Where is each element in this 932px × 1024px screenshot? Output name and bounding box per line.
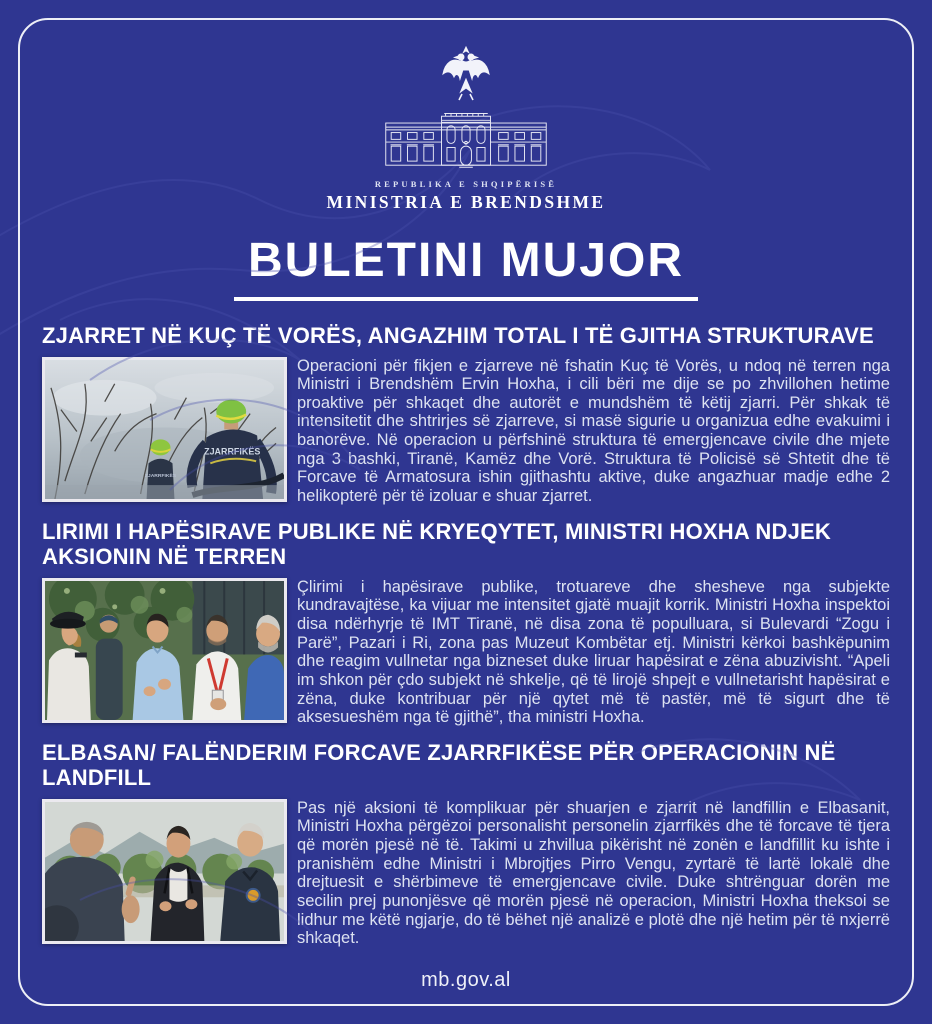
photo-street-inspection	[42, 578, 287, 723]
photo-landfill-meeting	[42, 799, 287, 944]
section-body: Operacioni për fikjen e zjarreve në fshatin Kuç të Vorës, u ndoq në terren nga Ministri i Brendshëm Ervin Hoxha, i cili bëri me dije se po zhvillohen hetime proaktive për shkaqet dhe autorët e mundshëm të këtij zjarri. Për shkak të intensitetit dhe shtrirjes së zjarreve, si masë sigurie u organizua edhe evakuimi i banorëve. Në operacion u përfshinë struktura të emergjencave civile dhe mjete nga 3 bashki, Tiranë, Kamëz dhe Vorë. Struktura të Policisë së Shtetit dhe të Forcave të Armatosura ishin gjithashtu aktive, duke angazhuar madje edhe 2 helikopterë për të izoluar e shuar zjarret.	[297, 356, 890, 505]
albanian-eagle-icon	[441, 46, 491, 102]
section-body: Çlirimi i hapësirave publike, trotuareve dhe shesheve nga subjekte kundravajtëse, ka vijuar me intensitet gjatë muajit korrik. Ministri Hoxha inspektoi disa ndërhyrje të IMT Tiranë, në disa zona të populluara, si Bulevardi “Zogu i Parë”, Pazari i Ri, zona pas Muzeut Kombëtar etj. Ministri kërkoi bashkëpunim dhe reagim vullnetar nga bizneset duke liruar hapësirat e zëna abuzivisht. “Apeli im shkon për çdo subjekt në shkelje, që të lirojë shpejt e vullnetarisht hapësirat e zëna, duke kontribuar për një qytet më të pastër, më të sigurt dhe të aksesueshëm nga të gjithë”, tha ministri Hoxha.	[297, 577, 890, 727]
ministry-name: MINISTRIA E BRENDSHME	[326, 192, 606, 212]
bulletin-title: BULETINI MUJOR	[234, 233, 698, 301]
news-section-public-spaces	[42, 519, 890, 727]
footer-website-url: mb.gov.al	[421, 969, 511, 991]
ministry-logo	[0, 0, 932, 213]
republic-label: REPUBLIKA E SHQIPËRISË	[374, 179, 558, 189]
ministry-building-icon	[347, 104, 585, 172]
svg-text:ZJARRFIKËS: ZJARRFIKËS	[144, 473, 177, 479]
section-headline: ELBASAN/ FALËNDERIM FORCAVE ZJARRFIKËSE PËR OPERACIONIN NË LANDFILL	[42, 739, 836, 791]
photo-firefighters-wildfire	[42, 357, 287, 502]
news-section-wildfire	[42, 323, 890, 506]
section-body: Pas një aksioni të komplikuar për shuarjen e zjarrit në landfillin e Elbasanit, Ministri Hoxha përgëzoi personalisht personelin zjarrfikës dhe të forcave të tjera që morën pjesë në të. Takimi u zhvillua pikërisht në zonën e landfillit ku ishte i pranishëm edhe Ministri i Mbrojtjes Pirro Vengu, zyrtarë të lartë lokalë dhe drejtuesit e shërbimeve të emergjencave civile. Duke shtrënguar dorën me secilin prej punonjësve që morën pjesë në operacion, Ministri Hoxha theksoi se lidhur me këtë ngjarje, do të bëhet një analizë e plotë dhe një hetim për të nxjerrë shkaqet.	[297, 798, 890, 948]
section-headline: ZJARRET NË KUÇ TË VORËS, ANGAZHIM TOTAL I TË GJITHA STRUKTURAVE	[42, 323, 874, 348]
news-section-landfill	[42, 740, 890, 948]
news-sections	[0, 323, 932, 948]
section-headline: LIRIMI I HAPËSIRAVE PUBLIKE NË KRYEQYTET, MINISTRI HOXHA NDJEK AKSIONIN NË TERREN	[42, 518, 831, 570]
svg-text:ZJARRFIKËS: ZJARRFIKËS	[204, 445, 261, 456]
